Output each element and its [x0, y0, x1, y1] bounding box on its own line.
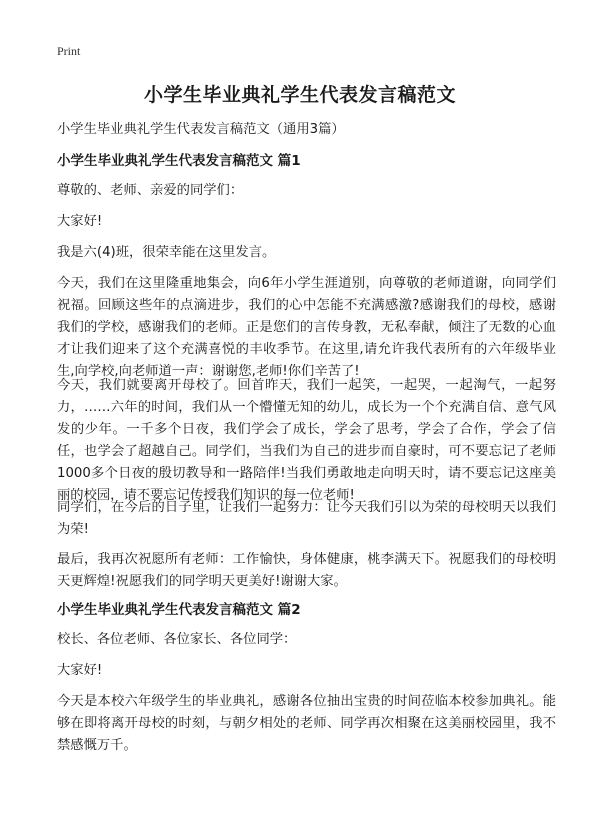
paragraph: 校长、各位老师、各位家长、各位同学：: [57, 632, 297, 647]
document-subtitle: 小学生毕业典礼学生代表发言稿范文（通用3篇）: [57, 122, 345, 137]
paragraph: 我是六(4)班，很荣幸能在这里发言。: [57, 245, 276, 260]
paragraph: 尊敬的、老师、亲爱的同学们：: [57, 183, 244, 198]
paragraph: 同学们，在今后的日子里，让我们一起努力：让今天我们引以为荣的母校明天以我们为荣!: [57, 500, 556, 537]
paragraph: 今天，我们就要离开母校了。回首昨天，我们一起笑，一起哭，一起淘气，一起努力，……六年的时间，我们从一个懵懂无知的幼儿，成长为一个个充满自信、意气风发的少年。一千多个日夜，我们学会了成长，学会了思考，学会了合作，学会了信任，也学会了超越自己。同学们，当我们为自己的进步而自豪时，可不要忘记了老师1000多个日夜的殷切教导和一路陪伴!当我们勇敢地走向明天时，请不要忘记这座美丽的校园，请不要忘记传授我们知识的每一位老师!: [57, 378, 556, 503]
section-heading-1: 小学生毕业典礼学生代表发言稿范文 篇1: [57, 153, 301, 169]
paragraph: 大家好!: [57, 214, 103, 229]
paragraph: 最后，我再次祝愿所有老师：工作愉快，身体健康，桃李满天下。祝愿我们的母校明天更辉煌!祝愿我们的同学明天更美好!谢谢大家。: [57, 552, 556, 589]
paragraph: 今天，我们在这里隆重地集会，向6年小学生涯道别，向尊敬的老师道谢，向同学们祝福。回顾这些年的点滴进步，我们的心中怎能不充满感激?感谢我们的母校，感谢我们的学校，感谢我们的老师。正是您们的言传身教，无私奉献，倾注了无数的心血才让我们迎来了这个充满喜悦的丰收季节。在这里,请允许我代表所有的六年级毕业生,向学校,向老师道一声：谢谢您,老师!你们辛苦了!: [57, 276, 556, 379]
paragraph: 大家好!: [57, 663, 103, 678]
print-link[interactable]: Print: [57, 44, 81, 58]
page-title: 小学生毕业典礼学生代表发言稿范文: [143, 84, 456, 106]
paragraph: 今天是本校六年级学生的毕业典礼，感谢各位抽出宝贵的时间莅临本校参加典礼。能够在即将离开母校的时刻，与朝夕相处的老师、同学再次相聚在这美丽校园里，我不禁感慨万千。: [57, 694, 556, 753]
section-heading-2: 小学生毕业典礼学生代表发言稿范文 篇2: [57, 602, 301, 618]
